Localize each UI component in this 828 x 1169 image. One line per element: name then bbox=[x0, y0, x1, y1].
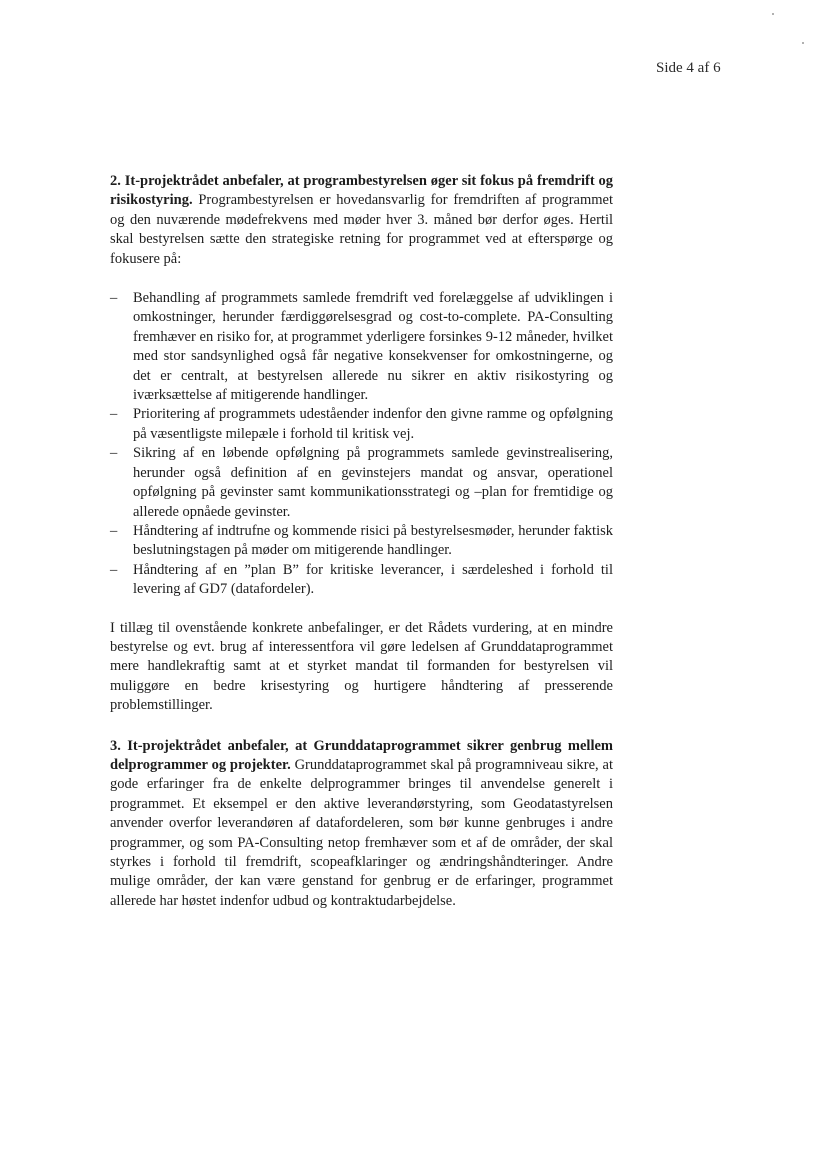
council-assessment-paragraph: I tillæg til ovenstående konkrete anbefalinger, er det Rådets vurdering, at en mindre bestyrelse og evt. brug af interessentfora vil gøre ledelsen af Grunddataprogrammet mere handlekraftig samt at et styrket mandat til formanden for bestyrelsen vil muliggøre en bedre krisestyring og hurtigere håndtering af presserende problemstillinger. bbox=[110, 619, 613, 714]
section-3-intro bbox=[110, 737, 613, 912]
scan-speck bbox=[802, 42, 804, 44]
list-item-text: Sikring af en løbende opfølgning på programmets samlede gevinstrealisering, herunder også definition af en gevinstejers mandat og ansvar, operationel opfølgning på gevinster samt kommunikationsstrategi og –plan for fremtidige og allerede opnåede gevinster. bbox=[133, 445, 613, 520]
section-2-heading: 2. It-projektrådet anbefaler, at programbestyrelsen øger sit fokus på fremdrift og risikostyring. bbox=[110, 173, 613, 209]
recommendation-list bbox=[110, 289, 613, 600]
bullet-dash: – bbox=[110, 406, 118, 423]
list-item-text: Håndtering af en ”plan B” for kritiske leverancer, i særdeleshed i forhold til levering af GD7 (datafordeler). bbox=[133, 561, 613, 598]
list-item-text: Behandling af programmets samlede fremdrift ved forelæggelse af udviklingen i omkostninger, herunder færdiggørelsesgrad og cost-to-complete. PA-Consulting fremhæver en risiko for, at programmet yderligere forsinkes 9-12 måneder, hvilket med stor sandsynlighed også får negative konsekvenser for omkostningerne, og det er centralt, at bestyrelsen allerede nu sikrer en aktiv risikostyring og iværksættelse af mitigerende handlinger. bbox=[133, 290, 613, 404]
section-3-body: Grunddataprogrammet skal på programniveau sikre, at gode erfaringer fra de enkelte delprogrammer bringes til anvendelse generelt i programmet. Et eksempel er den aktive leverandørstyring, som Geodatastyrelsen anvender overfor leverandøren af datafordeleren, som bør kunne genbruges i andre programmer, og som PA-Consulting netop fremhæver som et af de områder, der skal styrkes i forhold til fremdrift, scopeafklaringer og ændringshåndteringer. Andre mulige områder, der kan være genstand for genbrug er de erfaringer, programmet allerede har høstet indenfor udbud og kontraktudarbejdelse. bbox=[110, 756, 613, 909]
section-2-body: Programbestyrelsen er hovedansvarlig for fremdriften af programmet og den nuværende mødefrekvens med møder hver 3. måned bør derfor øges. Hertil skal bestyrelsen sætte den strategiske retning for programmet ved at efterspørge og fokusere på: bbox=[110, 192, 613, 267]
section-3-heading: 3. It-projektrådet anbefaler, at Grunddataprogrammet sikrer genbrug mellem delprogrammer og projekter. bbox=[110, 737, 613, 773]
bullet-dash: – bbox=[110, 522, 118, 539]
list-item bbox=[110, 405, 613, 444]
list-item bbox=[110, 561, 613, 600]
page-number: Side 4 af 6 bbox=[656, 60, 721, 76]
bullet-dash: – bbox=[110, 561, 118, 578]
list-item-text: Prioritering af programmets udeståender indenfor den givne ramme og opfølgning på væsentligste milepæle i forhold til kritisk vej. bbox=[133, 406, 613, 442]
list-item bbox=[110, 522, 613, 561]
scan-speck bbox=[772, 13, 774, 15]
section-2-intro bbox=[110, 172, 613, 269]
bullet-dash: – bbox=[110, 290, 118, 307]
document-body bbox=[110, 172, 613, 911]
list-item bbox=[110, 289, 613, 405]
list-item bbox=[110, 444, 613, 522]
bullet-dash: – bbox=[110, 445, 118, 462]
list-item-text: Håndtering af indtrufne og kommende risici på bestyrelsesmøder, herunder faktisk beslutningstagen på møder om mitigerende handlinger. bbox=[133, 522, 613, 559]
